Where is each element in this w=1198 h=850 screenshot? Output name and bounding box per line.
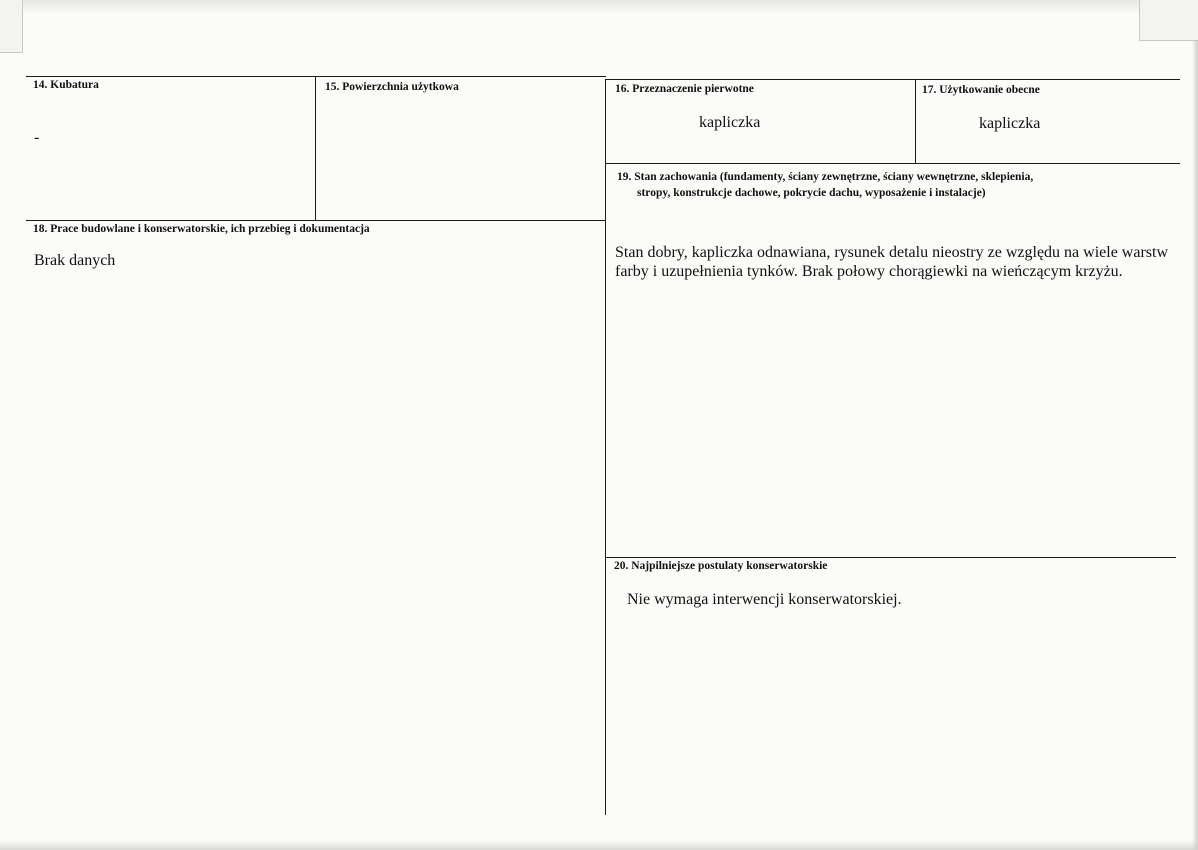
field-16-value: kapliczka (699, 114, 761, 131)
field-19-label-line1: 19. Stan zachowania (fundamenty, ściany zewnętrzne, ściany wewnętrzne, sklepienia, (617, 171, 1034, 183)
scan-shadow-bottom (0, 840, 1198, 850)
field-20-value: Nie wymaga interwencji konserwatorskiej. (627, 591, 902, 608)
rule-top-left (26, 76, 606, 77)
rule-main-divider (605, 79, 606, 815)
field-14-value: - (34, 129, 40, 146)
rule-top-right (606, 79, 1180, 80)
field-15-label: 15. Powierzchnia użytkowa (325, 81, 459, 93)
field-19-value: Stan dobry, kapliczka odnawiana, rysunek detalu nieostry ze względu na wiele warstw farby i uzupełnienia tynków. Brak połowy chorągiewki na wieńczącym krzyżu. (615, 244, 1168, 280)
scan-corner-left (0, 0, 23, 53)
field-17-label: 17. Użytkowanie obecne (922, 84, 1040, 96)
rule-divider-16-17 (915, 79, 916, 163)
field-19-label-line2: stropy, konstrukcje dachowe, pokrycie dachu, wyposażenie i instalacje) (637, 187, 986, 199)
rule-above-20 (606, 557, 1176, 558)
field-16-label: 16. Przeznaczenie pierwotne (615, 83, 754, 95)
field-14-label: 14. Kubatura (33, 79, 99, 91)
field-20-label: 20. Najpilniejsze postulaty konserwatorskie (614, 560, 828, 572)
field-17-value: kapliczka (979, 115, 1041, 132)
field-18-value: Brak danych (34, 252, 116, 269)
rule-above-19 (606, 163, 1180, 164)
scan-corner-right (1139, 0, 1198, 41)
scan-shadow-right (1192, 0, 1198, 850)
rule-above-18 (26, 220, 605, 221)
rule-divider-14-15 (315, 76, 316, 221)
scan-shadow-top (0, 0, 1198, 14)
field-18-label: 18. Prace budowlane i konserwatorskie, ich przebieg i dokumentacja (33, 223, 370, 235)
